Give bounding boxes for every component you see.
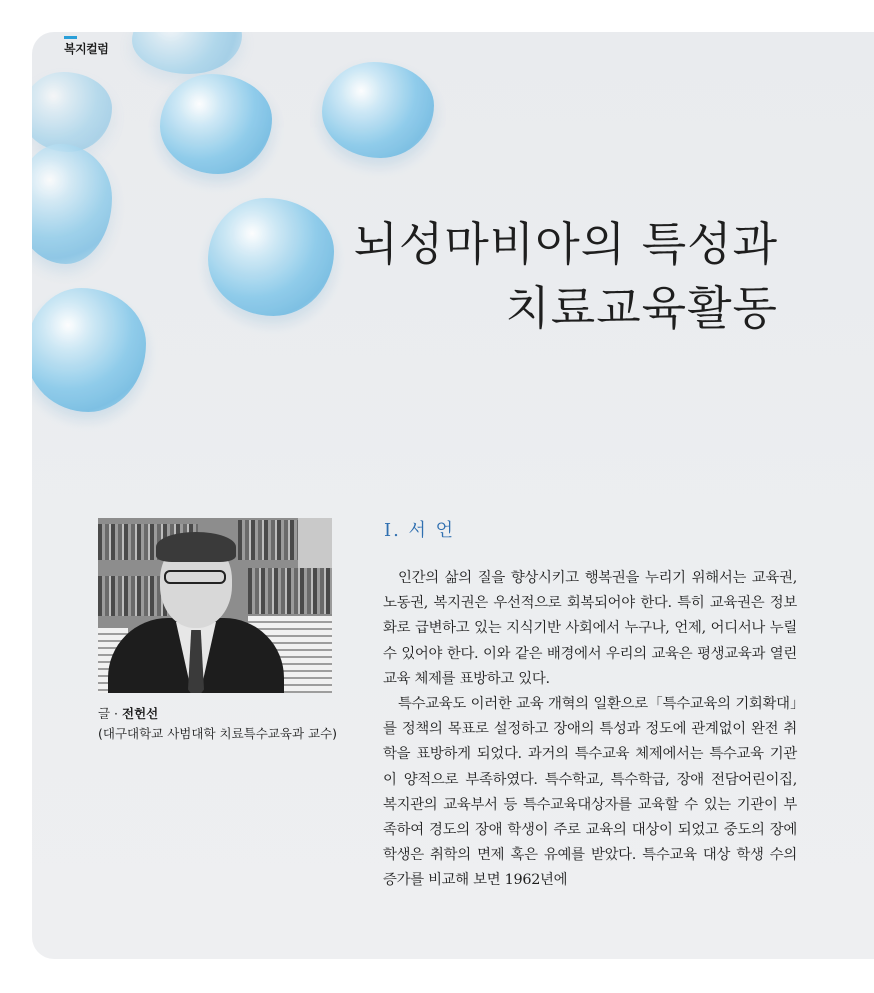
article-title (353, 212, 778, 340)
author-photo (98, 518, 332, 693)
author-line (98, 704, 337, 724)
paragraph-2: 특수교육도 이러한 교육 개혁의 일환으로「특수교육의 기회확대」를 정책의 목표로 설정하고 장애의 특성과 정도에 관계없이 완전 취학을 표방하게 되었다. 과거의 특수교육 체제에서는 특수교육 기관이 양적으로 부족하였다. 특수학교, 특수학급, 장애 전담어린이집, 복지관의 교육부서 등 특수교육대상자를 교육할 수 있는 기관이 부족하여 경도의 장애 학생이 주로 교육의 대상이 되었고 중도의 장에 학생은 취학의 면제 혹은 유예를 받았다. 특수교육 대상 학생 수의 증가를 비교해 보면 1962년에 (383, 696, 797, 889)
decorative-heart-1 (32, 72, 112, 152)
author-affiliation: (대구대학교 사범대학 치료특수교육과 교수) (98, 726, 338, 741)
title-line-1: 뇌성마비아의 특성과 (353, 217, 778, 271)
decorative-heart-2 (132, 32, 242, 74)
decorative-heart-5 (32, 144, 112, 264)
author-name: 전헌선 (122, 706, 159, 721)
author-info (98, 704, 337, 744)
article-body (383, 566, 797, 894)
title-line-2: 치료교육활동 (505, 281, 778, 335)
decorative-heart-4 (322, 62, 434, 158)
decorative-heart-6 (208, 198, 334, 316)
decorative-heart-3 (160, 74, 272, 174)
column-label: 복지컬럼 (64, 42, 109, 56)
decorative-heart-7 (32, 288, 146, 412)
section-heading: Ⅰ. 서 언 (384, 520, 456, 541)
paragraph-1: 인간의 삶의 질을 향상시키고 행복권을 누리기 위해서는 교육권, 노동권, 복지권은 우선적으로 회복되어야 한다. 특히 교육권은 정보화로 급변하고 있는 지식기반 사회에서 누구나, 언제, 어디서나 누릴 수 있어야 한다. 이와 같은 배경에서 우리의 교육은 평생교육과 열린교육 체제를 표방하고 있다. (383, 570, 797, 687)
author-prefix: 글 · (98, 706, 122, 721)
